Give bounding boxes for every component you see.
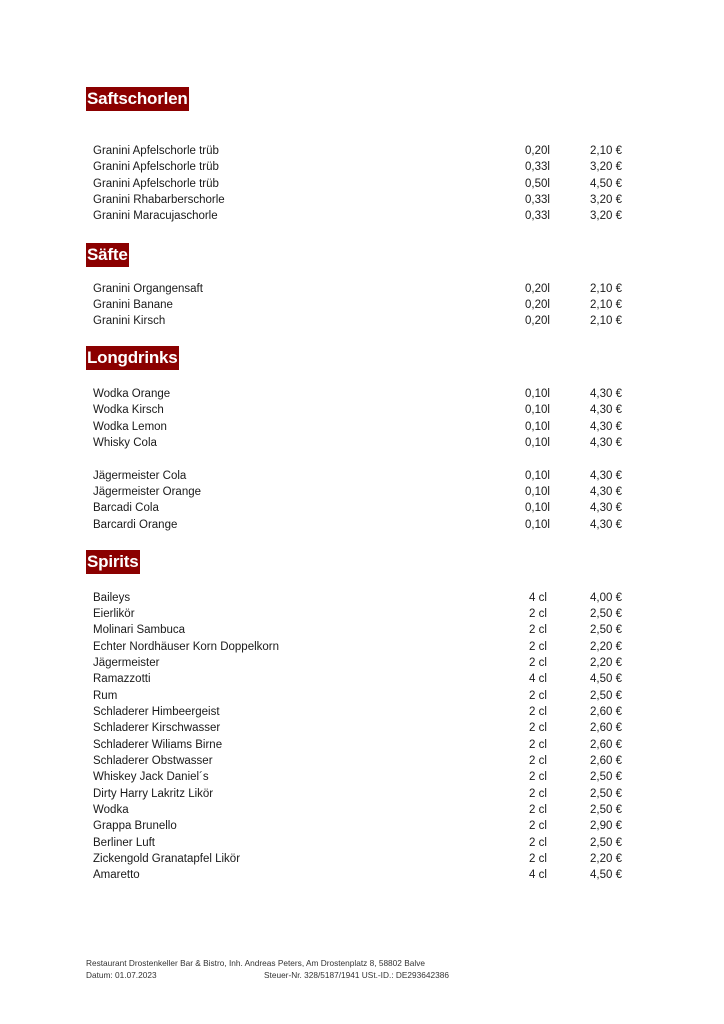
item-price: 2,60 € [590,755,622,767]
item-volume: 0,20l [525,145,550,157]
item-volume: 0,10l [525,421,550,433]
footer-address: Restaurant Drostenkeller Bar & Bistro, Inh. Andreas Peters, Am Drostenplatz 8, 58802 Balve [86,958,425,968]
item-name: Amaretto [93,869,140,881]
section-heading-longdrinks: Longdrinks [86,346,179,370]
item-price: 4,50 € [590,178,622,190]
item-price: 4,30 € [590,388,622,400]
item-name: Ramazzotti [93,673,151,685]
menu-item [93,484,633,500]
item-name: Jägermeister Cola [93,470,187,482]
item-price: 4,50 € [590,869,622,881]
item-volume: 0,20l [525,315,550,327]
item-volume: 0,50l [525,178,550,190]
item-name: Jägermeister Orange [93,486,202,498]
menu-item [93,655,633,671]
item-price: 3,20 € [590,161,622,173]
item-price: 4,30 € [590,486,622,498]
item-price: 2,60 € [590,739,622,751]
menu-item [93,753,633,769]
item-volume: 2 cl [529,706,547,718]
menu-item [93,176,633,192]
item-price: 2,20 € [590,641,622,653]
item-price: 2,90 € [590,820,622,832]
item-price: 2,20 € [590,657,622,669]
item-volume: 4 cl [529,673,547,685]
item-name: Granini Rhabarberschorle [93,194,225,206]
menu-item [93,639,633,655]
menu-item [93,737,633,753]
item-price: 2,10 € [590,283,622,295]
item-name: Wodka [93,804,129,816]
section-heading-spirits: Spirits [86,550,140,574]
footer-line-2 [86,969,486,981]
item-price: 4,30 € [590,421,622,433]
section-heading-saftschorlen: Saftschorlen [86,87,189,111]
item-price: 2,20 € [590,853,622,865]
item-name: Berliner Luft [93,837,156,849]
item-name: Barcardi Orange [93,519,178,531]
item-volume: 2 cl [529,853,547,865]
item-name: Granini Apfelschorle trüb [93,145,219,157]
menu-item [93,590,633,606]
item-volume: 0,10l [525,502,550,514]
menu-item [93,281,633,297]
item-volume: 0,10l [525,437,550,449]
item-volume: 0,10l [525,470,550,482]
item-price: 3,20 € [590,194,622,206]
item-name: Jägermeister [93,657,160,669]
item-price: 2,50 € [590,690,622,702]
item-name: Echter Nordhäuser Korn Doppelkorn [93,641,280,653]
menu-item [93,143,633,159]
item-price: 2,60 € [590,706,622,718]
item-price: 4,30 € [590,502,622,514]
item-volume: 2 cl [529,624,547,636]
item-name: Schladerer Kirschwasser [93,722,221,734]
menu-item [93,468,633,484]
item-name: Wodka Lemon [93,421,167,433]
item-volume: 0,10l [525,519,550,531]
menu-item [93,704,633,720]
item-price: 2,50 € [590,804,622,816]
item-name: Granini Apfelschorle trüb [93,161,219,173]
item-volume: 2 cl [529,837,547,849]
item-price: 2,50 € [590,771,622,783]
item-volume: 4 cl [529,592,547,604]
item-name: Granini Apfelschorle trüb [93,178,219,190]
menu-item [93,313,633,329]
menu-item [93,671,633,687]
item-volume: 0,33l [525,194,550,206]
item-name: Rum [93,690,118,702]
item-price: 2,10 € [590,145,622,157]
menu-item [93,802,633,818]
item-volume: 2 cl [529,820,547,832]
item-volume: 0,10l [525,486,550,498]
item-name: Granini Kirsch [93,315,166,327]
menu-item [93,192,633,208]
item-volume: 0,33l [525,210,550,222]
menu-item [93,386,633,402]
item-price: 4,50 € [590,673,622,685]
item-volume: 2 cl [529,690,547,702]
item-volume: 0,10l [525,388,550,400]
item-price: 4,30 € [590,519,622,531]
footer-date: Datum: 01.07.2023 [86,970,157,980]
item-price: 2,10 € [590,315,622,327]
menu-item [93,159,633,175]
item-volume: 2 cl [529,771,547,783]
footer-tax-id: Steuer-Nr. 328/5187/1941 USt.-ID.: DE293642386 [264,970,449,980]
item-volume: 2 cl [529,657,547,669]
section-heading-saefte: Säfte [86,243,129,267]
item-name: Granini Banane [93,299,173,311]
menu-item [93,786,633,802]
item-price: 2,50 € [590,624,622,636]
menu-item [93,835,633,851]
item-volume: 2 cl [529,788,547,800]
item-name: Eierlikör [93,608,135,620]
item-name: Wodka Kirsch [93,404,164,416]
item-name: Zickengold Granatapfel Likör [93,853,241,865]
item-name: Molinari Sambuca [93,624,186,636]
item-price: 4,30 € [590,437,622,449]
item-price: 2,10 € [590,299,622,311]
menu-item [93,606,633,622]
menu-item [93,851,633,867]
item-volume: 0,20l [525,283,550,295]
menu-item [93,622,633,638]
item-volume: 2 cl [529,722,547,734]
item-volume: 0,20l [525,299,550,311]
item-volume: 2 cl [529,804,547,816]
item-volume: 2 cl [529,739,547,751]
item-name: Dirty Harry Lakritz Likör [93,788,214,800]
item-price: 3,20 € [590,210,622,222]
item-name: Baileys [93,592,131,604]
menu-item [93,297,633,313]
menu-item [93,867,633,883]
item-name: Whisky Cola [93,437,157,449]
item-price: 4,00 € [590,592,622,604]
menu-item [93,769,633,785]
menu-item [93,435,633,451]
item-name: Grappa Brunello [93,820,177,832]
menu-item [93,402,633,418]
item-name: Granini Maracujaschorle [93,210,218,222]
item-price: 4,30 € [590,404,622,416]
item-name: Schladerer Obstwasser [93,755,213,767]
item-volume: 2 cl [529,755,547,767]
item-volume: 2 cl [529,608,547,620]
item-name: Barcadi Cola [93,502,159,514]
item-volume: 0,33l [525,161,550,173]
menu-item [93,500,633,516]
item-name: Schladerer Himbeergeist [93,706,220,718]
item-name: Wodka Orange [93,388,171,400]
menu-item [93,720,633,736]
menu-item [93,517,633,533]
item-price: 2,60 € [590,722,622,734]
item-volume: 4 cl [529,869,547,881]
menu-item [93,208,633,224]
item-price: 2,50 € [590,837,622,849]
menu-item [93,688,633,704]
item-price: 4,30 € [590,470,622,482]
item-volume: 0,10l [525,404,550,416]
menu-item [93,419,633,435]
item-price: 2,50 € [590,608,622,620]
item-name: Whiskey Jack Daniel´s [93,771,209,783]
menu-item [93,818,633,834]
item-name: Schladerer Wiliams Birne [93,739,223,751]
item-volume: 2 cl [529,641,547,653]
item-price: 2,50 € [590,788,622,800]
item-name: Granini Organgensaft [93,283,203,295]
